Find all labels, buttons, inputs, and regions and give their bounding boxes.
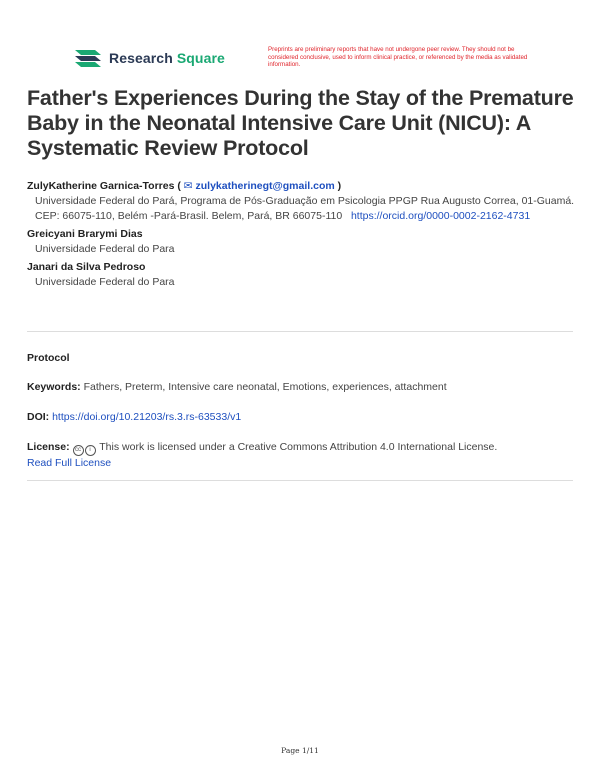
- doi: [27, 410, 577, 425]
- brand-name: Research Square: [109, 50, 225, 66]
- author-email-link[interactable]: zulykatherinegt@gmail.com: [195, 180, 335, 192]
- author-entry: [27, 260, 577, 290]
- email-icon: ✉: [183, 180, 193, 192]
- author-list: [27, 179, 577, 290]
- keywords: [27, 380, 577, 395]
- paper-title: Father's Experiences During the Stay of the Premature Baby in the Neonatal Intensive Care Unit (NICU): A Systematic Review Protocol: [27, 86, 574, 160]
- author-affiliation: Universidade Federal do Pará, Programa de Pós-Graduação em Psicologia PPGP Rua Augusto Correa, 01-Guamá. CEP: 66075-110, Belém -Pará-Brasil. Belem, Pará, BR 66075-110 https://orcid.org/0000-0002-2162-4731: [35, 195, 575, 222]
- author-entry: [27, 227, 577, 257]
- divider: [27, 480, 573, 481]
- author-entry: ZulyKatherine Garnica-Torres ( ✉ zulykatherinegt@gmail.com ) Universidade Federal do Pará, Programa de Pós-Graduação em Psicologia PPGP Rua Augusto Correa, 01-Guamá. CEP: 66075-110, Belém -Pará-Brasil. Belem, Pará, BR 66075-110 https://orcid.org/0000-0002-2162-4731: [27, 179, 577, 224]
- license-label: License:: [27, 441, 70, 453]
- orcid-link[interactable]: https://orcid.org/0000-0002-2162-4731: [350, 210, 531, 222]
- preprint-notice: Preprints are preliminary reports that have not undergone peer review. They should not be considered conclusive, used to inform clinical practice, or referenced by the media as validated information.: [268, 46, 528, 69]
- author-name: Janari da Silva Pedroso: [27, 261, 146, 273]
- license-text: This work is licensed under a Creative Commons Attribution 4.0 International License.: [99, 441, 498, 453]
- article-type: Protocol: [27, 352, 70, 364]
- divider: [27, 331, 573, 332]
- keywords-label: Keywords:: [27, 381, 81, 393]
- research-square-logo[interactable]: [73, 47, 225, 69]
- keywords-value: Fathers, Preterm, Intensive care neonatal, Emotions, experiences, attachment: [83, 381, 447, 393]
- author-name: ZulyKatherine Garnica-Torres: [27, 180, 175, 192]
- author-affiliation: Universidade Federal do Para: [35, 276, 175, 288]
- cc-icon: cc: [73, 445, 84, 456]
- doi-label: DOI:: [27, 411, 50, 423]
- author-name: Greicyani Brarymi Dias: [27, 228, 143, 240]
- author-affiliation: Universidade Federal do Para: [35, 243, 175, 255]
- read-full-license-link[interactable]: Read Full License: [27, 457, 112, 469]
- license: [27, 440, 577, 471]
- research-square-logo-icon: [73, 47, 103, 69]
- doi-link[interactable]: https://doi.org/10.21203/rs.3.rs-63533/v1: [52, 411, 242, 423]
- page-number: Page 1/11: [281, 746, 319, 755]
- by-icon: i: [85, 445, 96, 456]
